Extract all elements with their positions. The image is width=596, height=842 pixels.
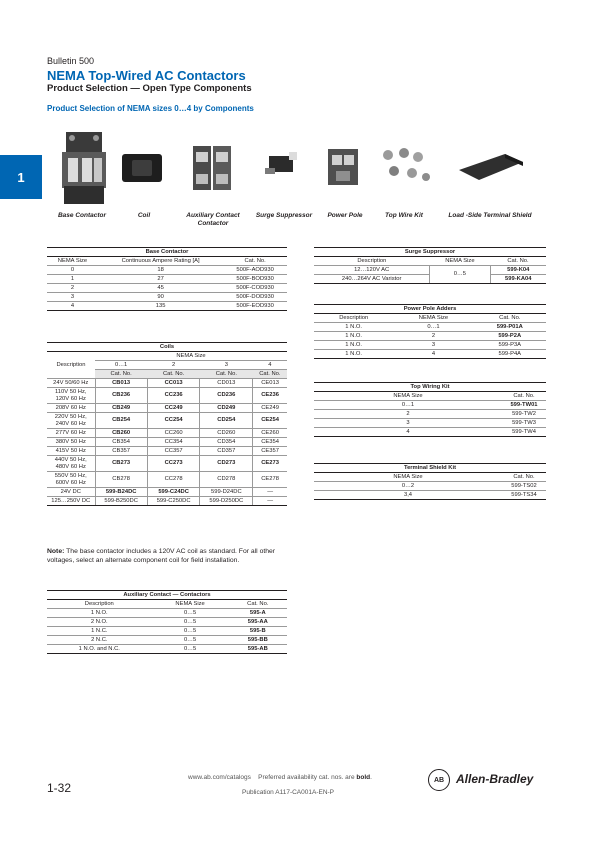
table-row [314,401,546,410]
table-row [314,491,546,500]
caption-power-pole: Power Pole [327,212,363,219]
cell: 599-TW4 [502,428,546,437]
size-header: 2 [147,361,200,370]
cell: 595-AA [229,618,287,627]
cell: CE249 [253,404,287,413]
cell: 2 [314,410,502,419]
col-header: Cat. No. [490,257,546,266]
col-header: NEMA Size [393,314,473,323]
table-row [47,618,287,627]
cell: 3,4 [314,491,502,500]
power-pole-table [314,304,546,359]
caption-surge-suppressor: Surge Suppressor [255,212,313,219]
table-row [314,323,546,332]
cell: 0…5 [152,627,229,636]
cell: 595-AB [229,645,287,654]
cell: 380V 50 Hz [47,438,95,447]
allen-bradley-logo-icon: AB [428,769,450,791]
cell: 4 [314,428,502,437]
cell: 12…120V AC [314,266,430,275]
cell: CB273 [95,456,147,472]
col-header: Cat. No. [147,370,200,379]
cell: 599-K04 [490,266,546,275]
cell: CD260 [200,429,253,438]
table-row [314,482,546,491]
auxiliary-contact-table [47,590,287,654]
table-row [47,404,287,413]
cell: — [253,488,287,497]
table-row [314,350,546,359]
cell: CE254 [253,413,287,429]
base-contactor-image [58,126,110,208]
cell: 2 N.O. [47,618,152,627]
cell: 500F-DOD930 [223,293,287,302]
col-header: Cat. No. [200,370,253,379]
col-header: Description [47,600,152,609]
cell: 0…1 [314,401,502,410]
col-header: Cat. No. [474,314,546,323]
cell: 595-A [229,609,287,618]
cell: 599-TS34 [502,491,546,500]
table-row [47,275,287,284]
coil-image [120,150,164,186]
table-row [47,627,287,636]
footer-url[interactable]: www.ab.com/catalogs [188,774,251,781]
top-wire-kit-image [378,145,436,187]
caption-top-wire-kit: Top Wire Kit [385,212,423,219]
cell: 1 N.C. [47,627,152,636]
cell: CD354 [200,438,253,447]
cell: 0 [47,266,98,275]
cell: CC273 [147,456,200,472]
power-pole-image [322,145,366,189]
cell: 0…2 [314,482,502,491]
cell: 500F-EOD930 [223,302,287,311]
cell: 110V 50 Hz, 120V 60 Hz [47,388,95,404]
cell: 2 [393,332,473,341]
table-title: Base Contactor [47,248,287,257]
cell: 0…5 [152,645,229,654]
page-subtitle: Product Selection — Open Type Components [47,83,252,94]
cell: 599-B24DC [95,488,147,497]
cell: CE013 [253,379,287,388]
auxiliary-contact-image [191,140,235,194]
table-row [47,488,287,497]
footer-publication: Publication A117-CA001A-EN-P [242,789,335,796]
cell: 4 [47,302,98,311]
cell: 599-D24DC [200,488,253,497]
cell: CD249 [200,404,253,413]
cell: 0…5 [152,636,229,645]
cell: 500F-AOD930 [223,266,287,275]
cell: 277V 60 Hz [47,429,95,438]
cell: 0…5 [430,266,490,284]
footer-availability: Preferred availability cat. nos. are [258,774,355,781]
cell: 1 N.O. [314,332,393,341]
cell: 599-TW3 [502,419,546,428]
cell: 0…5 [152,618,229,627]
col-header: NEMA Size [314,392,502,401]
cell: 599-KA04 [490,275,546,284]
surge-suppressor-image [263,150,303,180]
table-title: Power Pole Adders [314,305,546,314]
cell: CE273 [253,456,287,472]
cell: CB254 [95,413,147,429]
table-row [47,284,287,293]
col-header: Cat. No. [502,392,546,401]
cell: 595-B [229,627,287,636]
terminal-shield-image [455,148,527,184]
page-header [47,56,252,95]
size-header: 4 [253,361,287,370]
col-header: NEMA Size [314,473,502,482]
cell: 599-P4A [474,350,546,359]
cell: 500F-COD930 [223,284,287,293]
top-wiring-table [314,382,546,437]
cell: 1 [47,275,98,284]
cell: CC354 [147,438,200,447]
cell: CB236 [95,388,147,404]
col-header: Cat. No. [229,600,287,609]
page-title: NEMA Top-Wired AC Contactors [47,68,246,83]
col-header: NEMA Size [152,600,229,609]
table-title: Surge Suppressor [314,248,546,257]
cell: 599-C250DC [147,497,200,506]
table-row [47,266,287,275]
cell: 1 N.O. [47,609,152,618]
cell: CD254 [200,413,253,429]
page-number: 1-32 [47,781,72,795]
cell: 1 N.O. [314,323,393,332]
bulletin-label: Bulletin 500 [47,56,95,66]
cell: CD357 [200,447,253,456]
cell: 135 [98,302,223,311]
caption-load-side-shield: Load -Side Terminal Shield [448,212,532,219]
cell: — [253,497,287,506]
cell: 440V 50 Hz, 480V 60 Hz [47,456,95,472]
cell: 415V 50 Hz [47,447,95,456]
base-contactor-table [47,247,287,311]
cell: 45 [98,284,223,293]
cell: CB249 [95,404,147,413]
cell: 3 [47,293,98,302]
cell: 599-TW2 [502,410,546,419]
chapter-tab: 1 [0,155,42,199]
cell: 24V DC [47,488,95,497]
cell: CB260 [95,429,147,438]
cell: 1 N.O. [314,350,393,359]
cell: CD273 [200,456,253,472]
cell: CE236 [253,388,287,404]
table-title: Auxiliary Contact — Contactors [47,591,287,600]
cell: CD236 [200,388,253,404]
col-header: NEMA Size [430,257,490,266]
cell: 599-C24DC [147,488,200,497]
table-row [47,438,287,447]
coils-table [47,342,287,506]
col-header: Cat. No. [95,370,147,379]
table-row [47,497,287,506]
cell: 599-B250DC [95,497,147,506]
table-row [47,609,287,618]
cell: 24V 50/60 Hz [47,379,95,388]
table-row [47,413,287,429]
brand-name: Allen-Bradley [456,772,534,786]
cell: 0…5 [152,609,229,618]
cell: CE278 [253,472,287,488]
cell: 220V 50 Hz, 240V 60 Hz [47,413,95,429]
table-row [314,410,546,419]
caption-auxiliary-line1: Auxiliary Contact [186,212,240,219]
size-header: 0…1 [95,361,147,370]
table-row [47,302,287,311]
table-row [314,428,546,437]
section-title: Product Selection of NEMA sizes 0…4 by Components [47,104,254,113]
terminal-shield-table [314,463,546,500]
table-row [314,341,546,350]
cell: 500F-BOD930 [223,275,287,284]
cell: 599-TW01 [502,401,546,410]
cell: CB278 [95,472,147,488]
caption-coil: Coil [137,212,151,219]
table-row [314,419,546,428]
cell: 208V 60 Hz [47,404,95,413]
cell: CC254 [147,413,200,429]
caption-auxiliary-contact [178,212,248,228]
cell: CE260 [253,429,287,438]
footer-availability-bold: bold [356,774,371,781]
cell: CB354 [95,438,147,447]
table-title: Coils [47,343,287,352]
table-row [47,379,287,388]
cell: 18 [98,266,223,275]
col-header: Cat. No. [253,370,287,379]
col-header: NEMA Size [95,352,287,361]
cell: 90 [98,293,223,302]
col-header: Description [314,257,430,266]
cell: 1 N.O. [314,341,393,350]
col-header: Cat. No. [223,257,287,266]
size-header: 3 [200,361,253,370]
cell: 1 N.O. and N.C. [47,645,152,654]
table-row [47,636,287,645]
caption-base-contactor: Base Contactor [57,212,107,219]
table-row [47,645,287,654]
cell: 2 [47,284,98,293]
table-row [314,266,546,275]
cell: 599-P3A [474,341,546,350]
surge-suppressor-table [314,247,546,284]
cell: 599-P01A [474,323,546,332]
col-header: Description [47,352,95,379]
cell: 4 [393,350,473,359]
col-header: NEMA Size [47,257,98,266]
cell: 599-P2A [474,332,546,341]
table-row [47,472,287,488]
cell: CD013 [200,379,253,388]
cell: 3 [393,341,473,350]
coil-note [47,548,287,565]
col-header: Cat. No. [502,473,546,482]
cell: CE354 [253,438,287,447]
col-header: Continuous Ampere Rating [A] [98,257,223,266]
cell: 3 [314,419,502,428]
cell: 125…250V DC [47,497,95,506]
cell: 550V 50 Hz, 600V 60 Hz [47,472,95,488]
table-title: Terminal Shield Kit [314,464,546,473]
cell: CC357 [147,447,200,456]
cell: CE357 [253,447,287,456]
col-header: Description [314,314,393,323]
cell: 599-D250DC [200,497,253,506]
caption-auxiliary-line2: Contactor [197,220,229,227]
cell: 595-BB [229,636,287,645]
cell: CC236 [147,388,200,404]
cell: CD278 [200,472,253,488]
cell: CC260 [147,429,200,438]
table-row [47,447,287,456]
cell: 240…264V AC Varistor [314,275,430,284]
table-title: Top Wiring Kit [314,383,546,392]
table-row [314,332,546,341]
footer-text: www.ab.com/catalogs Preferred availability cat. nos. are bold. Publication A117-CA001A-EN-P [188,770,372,800]
cell: 0…1 [393,323,473,332]
cell: CC249 [147,404,200,413]
table-row [47,293,287,302]
cell: 2 N.C. [47,636,152,645]
cell: 27 [98,275,223,284]
cell: CC013 [147,379,200,388]
cell: CB357 [95,447,147,456]
table-row [47,388,287,404]
table-row [47,456,287,472]
table-row [47,429,287,438]
cell: CC278 [147,472,200,488]
note-text: The base contactor includes a 120V AC coil as standard. For all other voltages, select an alternate component coil for field installation. [47,548,276,564]
cell: CB013 [95,379,147,388]
note-label: Note: [47,548,65,555]
cell: 599-TS02 [502,482,546,491]
